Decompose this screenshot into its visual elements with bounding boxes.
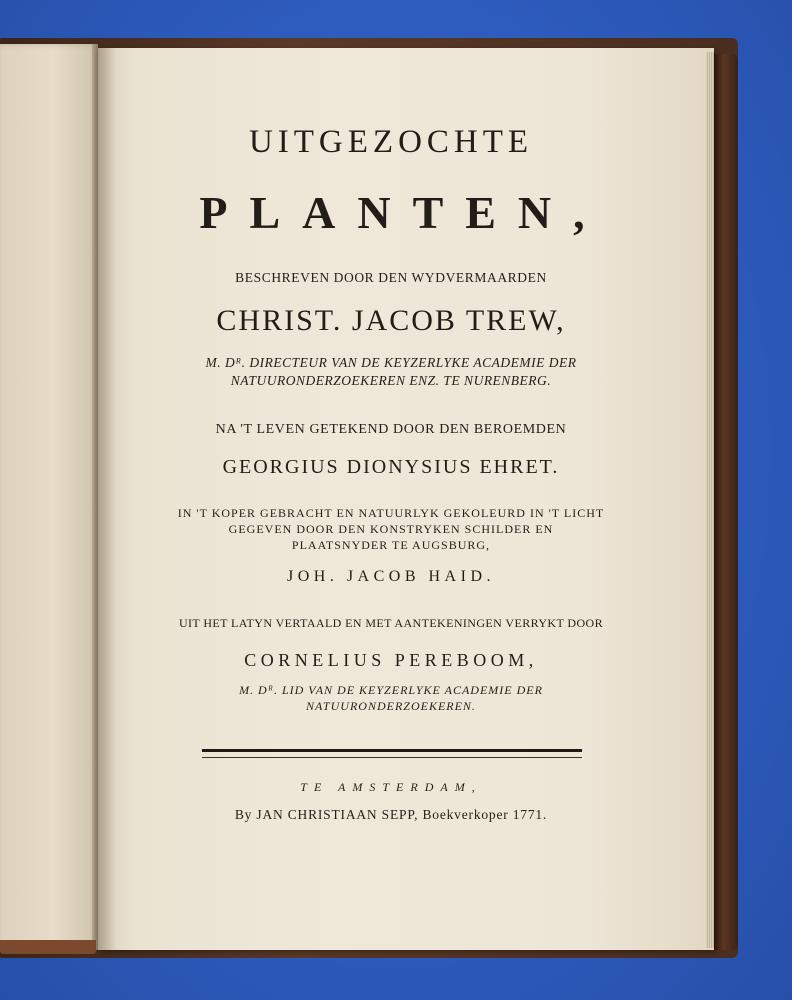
imprint-place: TE AMSTERDAM, [300,780,482,794]
author-name: CHRIST. JACOB TREW, [216,304,566,337]
imprint-publisher: By JAN CHRISTIAAN SEPP, Boekverkoper 1771. [234,807,548,822]
double-rule-thin [202,757,582,758]
binding-corner [0,940,96,954]
drawn-by-line: NA 'T LEVEN GETEKEND DOOR DEN BEROEMDEN [215,422,567,437]
engraver-line-3: PLAATSNYDER TE AUGSBURG, [291,538,491,552]
translated-by-line: UIT HET LATYN VERTAALD EN MET AANTEKENINGEN VERRYKT DOOR [178,616,604,630]
author-credentials-2: NATUURONDERZOEKEREN ENZ. TE NURENBERG. [230,373,552,388]
engraver-line-1: IN 'T KOPER GEBRACHT EN NATUURLYK GEKOLEURD IN 'T LICHT [177,506,605,520]
book-spine-edge [712,54,738,950]
title-line-2: PLANTEN, [199,187,607,238]
translator-credentials-2: NATUURONDERZOEKEREN. [306,699,476,713]
illustrator-name: GEORGIUS DIONYSIUS EHRET. [222,456,560,478]
engraver-name: JOH. JACOB HAID. [286,568,495,585]
page-block-edge [706,52,714,948]
left-flyleaf [0,44,98,950]
translator-credentials-1: M. Dᴿ. LID VAN DE KEYZERLYKE ACADEMIE DER [239,683,543,697]
translator-name: CORNELIUS PEREBOOM, [244,650,538,670]
double-rule-thick [202,749,582,752]
engraver-line-2: GEGEVEN DOOR DEN KONSTRYKEN SCHILDER EN [228,522,554,536]
title-line-1: UITGEZOCHTE [248,124,534,160]
described-by-line: BESCHREVEN DOOR DEN WYDVERMAARDEN [235,270,547,285]
author-credentials-1: M. Dᴿ. DIRECTEUR VAN DE KEYZERLYKE ACADEMIE DER [205,355,577,370]
